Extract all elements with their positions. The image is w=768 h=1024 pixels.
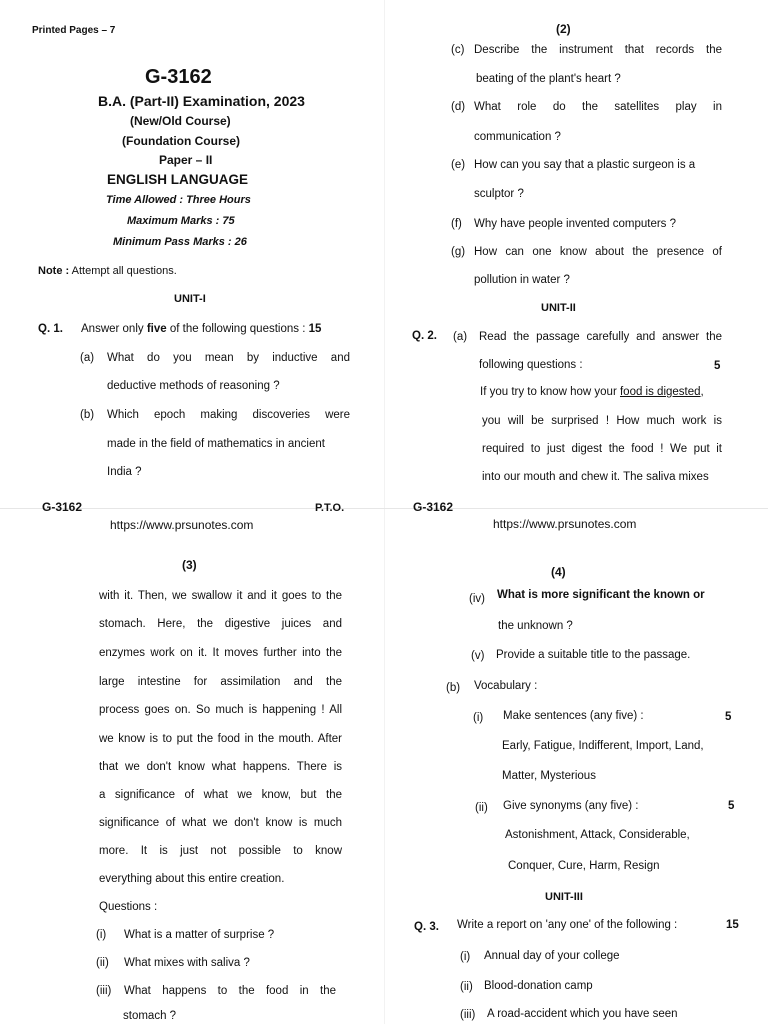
note [38,265,177,277]
passage-underlined: food is digested [619,386,701,398]
passage-line-1-c: , [700,386,704,398]
minimum-pass-marks: Minimum Pass Marks : 26 [113,236,247,248]
unit-2-heading: UNIT-II [541,302,576,314]
q2b-label: (b) [446,682,461,694]
q2a-line-1: Read the passage carefully and answer the [479,331,722,343]
vocab-i-words-1: Early, Fatigue, Indifferent, Import, Land, [502,740,704,752]
q3-iii-text: A road-accident which you have seen [487,1008,678,1020]
passage-line: process goes on. So much is happening ! All [99,704,342,716]
q1a-line-1: What do you mean by inductive and [107,352,350,364]
unit-1-heading: UNIT-I [174,293,206,305]
q1b-line-3: India ? [107,466,142,478]
footer-url: https://www.prsunotes.com [493,517,637,531]
q1d-line-2: communication ? [474,131,561,143]
footer-pto: P.T.O. [315,502,345,514]
q1-text-a: Answer only [81,323,144,335]
q3-i-label: (i) [460,951,471,963]
passage-line: large intestine for assimilation and the [99,676,342,688]
q3-marks: 15 [726,919,739,931]
q3-number: Q. 3. [414,921,439,933]
printed-pages: Printed Pages – 7 [32,25,116,36]
q1d-label: (d) [451,101,466,113]
passage-line-1-a: If you try to know how your [480,386,620,398]
q3-iii-label: (iii) [460,1009,476,1021]
passage-line: significance of what we don't know is much [99,817,342,829]
passage-line-3: required to just digest the food ! We put it [482,443,722,455]
qv-line-1: Provide a suitable title to the passage. [496,649,691,661]
q2a-marks: 5 [714,360,721,372]
q3-ii-text: Blood-donation camp [484,980,593,992]
course-type: (New/Old Course) [130,114,231,128]
subject-title: ENGLISH LANGUAGE [107,172,249,187]
q1f-label: (f) [451,218,462,230]
q1g-label: (g) [451,246,466,258]
note-text: Attempt all questions. [71,265,177,277]
qiii-line-1: What happens to the food in the [124,985,336,997]
q1a-line-2: deductive methods of reasoning ? [107,380,280,392]
page-row-divider [0,508,768,509]
q2-number: Q. 2. [412,330,437,342]
passage-line: more. It is just not possible to know [99,845,342,857]
q2a-label: (a) [453,331,468,343]
paper-number: Paper – II [159,153,213,167]
q1-text-b: five [146,323,167,335]
qiv-line-2: the unknown ? [498,620,573,632]
q1-instruction [81,323,321,335]
vocabulary-heading: Vocabulary : [474,680,538,692]
passage-line: with it. Then, we swallow it and it goes to the [99,590,342,602]
q1g-line-1: How can one know about the presence of [474,246,722,258]
vocab-i-label: (i) [473,712,484,724]
q1b-line-1: Which epoch making discoveries were [107,409,350,421]
qii-text: What mixes with saliva ? [124,957,250,969]
q1b-line-2: made in the field of mathematics in ancient [107,438,325,450]
q1f-line-1: Why have people invented computers ? [474,218,677,230]
passage-line-2: you will be surprised ! How much work is [482,415,722,427]
vocab-ii-marks: 5 [728,800,735,812]
q1-number: Q. 1. [38,323,63,335]
footer-url: https://www.prsunotes.com [110,518,254,532]
q3-i-text: Annual day of your college [484,950,620,962]
unit-3-heading: UNIT-III [545,891,583,903]
qiii-line-2: stomach ? [123,1010,177,1022]
page-number: (3) [182,558,197,572]
q1b-label: (b) [80,409,95,421]
vocab-ii-words-1: Astonishment, Attack, Considerable, [505,829,690,841]
passage-line: a significance of what we know, but the [99,789,342,801]
passage-line: that we don't know what happens. There is [99,761,342,773]
q3-ii-label: (ii) [460,981,473,993]
questions-label: Questions : [99,901,158,913]
footer-code: G-3162 [42,500,83,514]
q1e-line-1: How can you say that a plastic surgeon is a [474,159,696,171]
passage-line: enzymes work on it. It moves further into the [99,647,342,659]
footer-code: G-3162 [413,500,454,514]
time-allowed: Time Allowed : Three Hours [106,194,251,206]
qiv-label: (iv) [469,593,485,605]
qiv-line-1: What is more significant the known or [497,589,705,601]
q1d-line-1: What role do the satellites play in [474,101,722,113]
q1e-label: (e) [451,159,466,171]
note-label: Note : [38,265,70,277]
vocab-ii-words-2: Conquer, Cure, Harm, Resign [508,860,660,872]
q1c-line-1: Describe the instrument that records the [474,44,722,56]
q1e-line-2: sculptor ? [474,188,524,200]
q1-marks: 15 [308,323,322,335]
q1g-line-2: pollution in water ? [474,274,570,286]
q3-text: Write a report on 'any one' of the following : [457,919,678,931]
qv-label: (v) [471,650,485,662]
page-column-divider [384,0,385,1024]
q1c-line-2: beating of the plant's heart ? [476,73,621,85]
qi-label: (i) [96,929,107,941]
q2a-line-2: following questions : [479,359,583,371]
vocab-ii-text: Give synonyms (any five) : [503,800,639,812]
passage-line: we know is to put the food in the mouth. After [99,733,342,745]
foundation-course: (Foundation Course) [122,134,240,148]
qii-label: (ii) [96,957,109,969]
page-number: (2) [556,22,571,36]
qi-text: What is a matter of surprise ? [124,929,275,941]
page-number: (4) [551,565,566,579]
passage-line-4: into our mouth and chew it. The saliva mixes [482,471,709,483]
paper-code: G-3162 [145,66,212,88]
exam-title: B.A. (Part-II) Examination, 2023 [98,93,305,109]
vocab-i-words-2: Matter, Mysterious [502,770,596,782]
qiii-label: (iii) [96,985,112,997]
passage-line: stomach. Here, the digestive juices and [99,618,342,630]
q1a-label: (a) [80,352,95,364]
q1c-label: (c) [451,44,465,56]
vocab-i-text: Make sentences (any five) : [503,710,644,722]
passage-line: everything about this entire creation. [99,873,285,885]
vocab-i-marks: 5 [725,711,732,723]
q1-text-c: of the following questions : [169,323,306,335]
passage-line-1 [480,386,704,398]
vocab-ii-label: (ii) [475,802,488,814]
maximum-marks: Maximum Marks : 75 [127,215,235,227]
